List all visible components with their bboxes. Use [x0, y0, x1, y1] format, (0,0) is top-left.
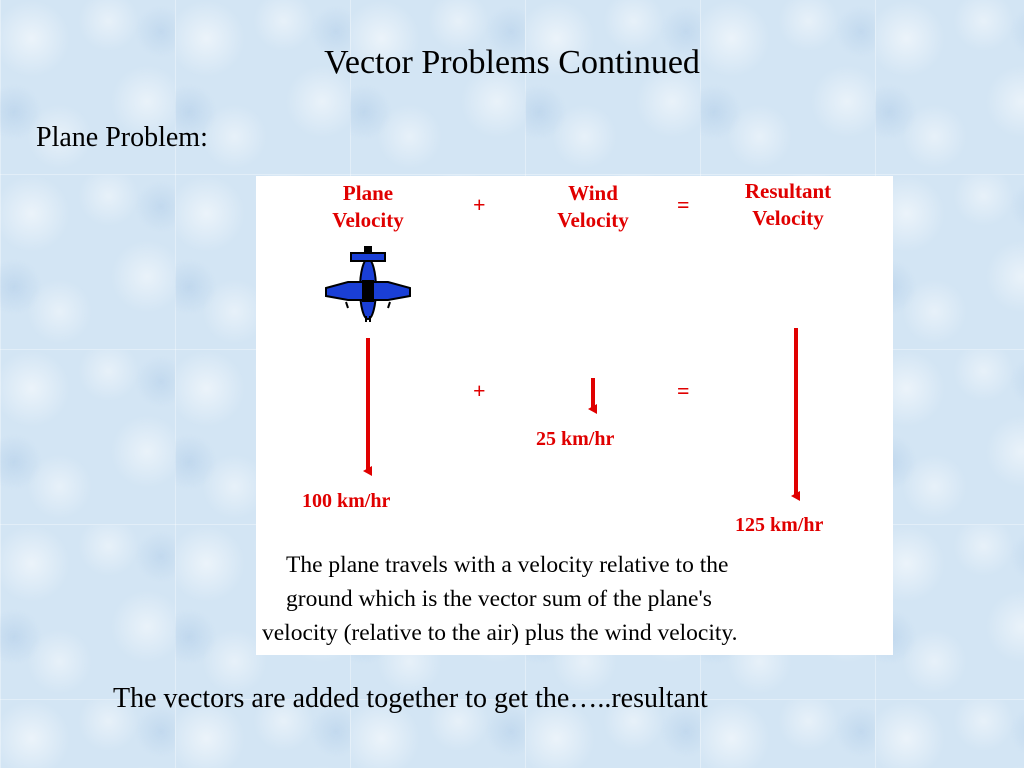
resultant-velocity-header: Resultant Velocity [744, 179, 832, 230]
caption-line: The plane travels with a velocity relative to the [286, 552, 729, 578]
plane-velocity-header: Plane Velocity [332, 181, 404, 232]
slide-title: Vector Problems Continued [324, 44, 700, 81]
plus-operator: + [473, 378, 486, 403]
diagram-caption [256, 548, 893, 650]
caption-line: velocity (relative to the air) plus the wind velocity. [262, 620, 738, 646]
resultant-velocity-label: 125 km/hr [735, 514, 824, 536]
equals-operator: = [677, 378, 690, 403]
wind-velocity-label: 25 km/hr [536, 428, 615, 450]
slide-subtitle: Plane Problem: [36, 122, 208, 153]
vector-diagram-panel [256, 176, 893, 655]
airplane-icon [326, 246, 410, 322]
plane-velocity-label: 100 km/hr [302, 490, 391, 512]
plus-operator-top: + [473, 192, 486, 217]
slide-footer-text: The vectors are added together to get the…..resultant [113, 683, 708, 714]
equals-operator-top: = [677, 192, 690, 217]
wind-velocity-header: Wind Velocity [557, 181, 629, 232]
caption-line: ground which is the vector sum of the plane's [286, 586, 712, 612]
